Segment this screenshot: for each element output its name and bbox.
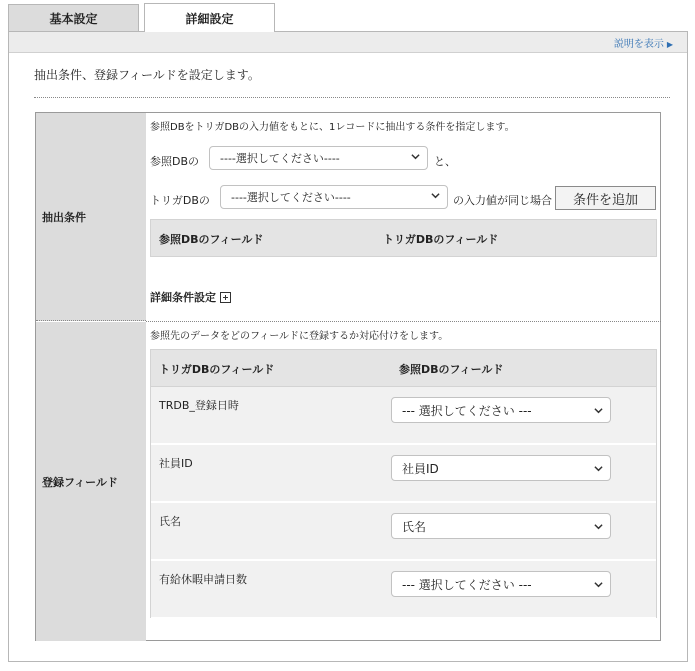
mapping-select[interactable]: --- 選択してください --- [391, 397, 611, 423]
mapping-select[interactable]: --- 選択してください --- [391, 571, 611, 597]
chevron-down-icon [594, 406, 603, 415]
show-description-link[interactable]: 説明を表示 ▶ [613, 39, 673, 50]
mapping-select[interactable]: 氏名 [391, 513, 611, 539]
settings-table [35, 112, 661, 641]
mapping-row [151, 503, 656, 560]
mapping-field-label: 有給休暇申請日数 [159, 573, 247, 586]
info-bar [9, 32, 687, 53]
row-divider [146, 321, 661, 322]
condition-header [150, 219, 657, 257]
add-condition-button[interactable]: 条件を追加 [555, 186, 656, 210]
extract-note: 参照DBをトリガDBの入力値をもとに、1レコードに抽出する条件を指定します。 [150, 122, 515, 133]
mapping-header [150, 349, 657, 387]
register-heading: 登録フィールド [36, 322, 146, 641]
detail-settings-panel [8, 31, 688, 662]
trigger-db-prefix: トリガDBの [150, 194, 210, 207]
triangle-right-icon: ▶ [666, 40, 673, 49]
chevron-down-icon [594, 464, 603, 473]
divider [34, 97, 670, 98]
tab-bar [0, 0, 695, 31]
extract-heading: 抽出条件 [36, 113, 146, 321]
mapping-row [151, 561, 656, 618]
mapping-select[interactable]: 社員ID [391, 455, 611, 481]
col-ref-field: 参照DBのフィールド [399, 363, 504, 376]
mapping-table [150, 387, 657, 618]
trigger-db-select[interactable]: ----選択してください---- [220, 185, 448, 209]
lead-text: 抽出条件、登録フィールドを設定します。 [34, 68, 260, 82]
col-trigger-field: トリガDBのフィールド [159, 363, 275, 376]
chevron-down-icon [431, 191, 440, 200]
ref-db-prefix: 参照DBの [150, 155, 200, 168]
mapping-field-label: 社員ID [159, 457, 193, 470]
chevron-down-icon [594, 522, 603, 531]
trigger-db-suffix: の入力値が同じ場合 [453, 194, 552, 207]
chevron-down-icon [594, 580, 603, 589]
tab-detail-settings[interactable]: 詳細設定 [144, 3, 275, 32]
detail-settings-toggle[interactable]: 詳細条件設定 [150, 289, 231, 305]
col-ref-field: 参照DBのフィールド [159, 233, 264, 246]
ref-db-suffix: と、 [434, 155, 456, 168]
chevron-down-icon [411, 152, 420, 161]
plus-icon[interactable] [220, 292, 231, 303]
ref-db-select[interactable]: ----選択してください---- [209, 146, 428, 170]
mapping-row [151, 387, 656, 444]
col-trigger-field: トリガDBのフィールド [383, 233, 499, 246]
register-note: 参照先のデータをどのフィールドに登録するか対応付けをします。 [150, 331, 449, 342]
mapping-row [151, 445, 656, 502]
tab-basic-settings[interactable]: 基本設定 [8, 4, 139, 31]
mapping-field-label: TRDB_登録日時 [159, 399, 239, 412]
mapping-field-label: 氏名 [159, 515, 181, 528]
